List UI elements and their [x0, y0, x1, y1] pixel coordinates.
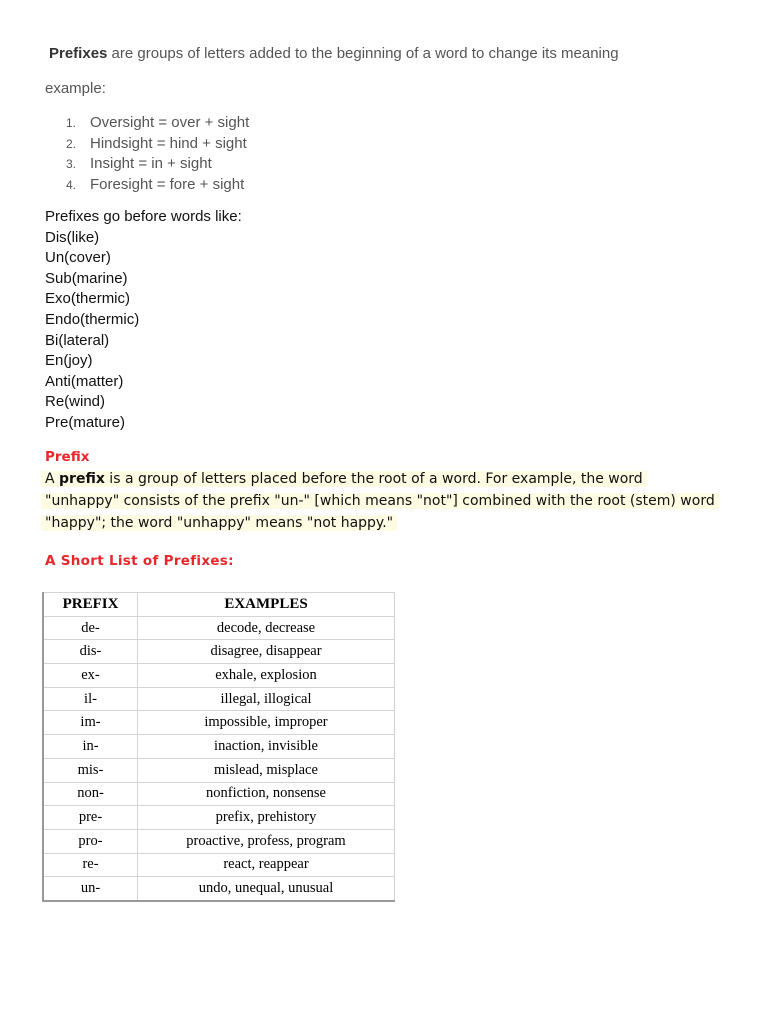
prefix-cell: pre- — [43, 806, 138, 830]
word-item: Exo(thermic) — [45, 290, 131, 308]
definition-text: is a group of letters placed before the root of a word. For example, the word — [104, 471, 643, 487]
table-row — [43, 877, 395, 901]
word-item: Sub(marine) — [45, 269, 128, 287]
list-item-text: Insight = in + sight — [90, 155, 212, 173]
prefix-cell: il- — [43, 687, 138, 711]
list-number: 1. — [66, 116, 77, 130]
table-row — [43, 735, 395, 759]
words-list-block — [45, 207, 242, 434]
intro-text: are groups of letters added to the beginning of a word to change its meaning — [107, 45, 619, 62]
table-header-row — [43, 593, 395, 617]
prefix-cell: ex- — [43, 664, 138, 688]
intro-bold-term: Prefixes — [49, 45, 108, 62]
prefix-cell: non- — [43, 782, 138, 806]
table-row — [43, 687, 395, 711]
table-row — [43, 853, 395, 877]
word-item: Anti(matter) — [45, 372, 124, 390]
definition-line-2: "unhappy" consists of the prefix "un-" [which means "not"] combined with the root (stem) word — [41, 493, 719, 509]
prefix-definition — [41, 468, 721, 534]
prefix-cell: re- — [43, 853, 138, 877]
examples-cell: inaction, invisible — [138, 735, 395, 759]
word-item: En(joy) — [45, 352, 93, 370]
column-header-prefix: PREFIX — [43, 593, 138, 617]
definition-line-3: "happy"; the word "unhappy" means "not happy." — [41, 515, 397, 531]
word-item: Re(wind) — [45, 393, 106, 411]
list-item — [66, 113, 249, 134]
examples-cell: prefix, prehistory — [138, 806, 395, 830]
prefix-cell: pro- — [43, 829, 138, 853]
table-row — [43, 758, 395, 782]
example-label: example: — [45, 80, 106, 97]
definition-text: A — [45, 471, 60, 487]
examples-cell: nonfiction, nonsense — [138, 782, 395, 806]
table-row — [43, 782, 395, 806]
definition-bold-term: prefix — [59, 471, 105, 487]
examples-cell: react, reappear — [138, 853, 395, 877]
list-item — [66, 134, 249, 155]
list-item-text: Foresight = fore + sight — [90, 175, 245, 193]
list-number: 2. — [66, 136, 77, 151]
prefix-cell: im- — [43, 711, 138, 735]
table-row — [43, 640, 395, 664]
list-item — [66, 175, 249, 196]
definition-line-1 — [41, 471, 647, 487]
table-row — [43, 806, 395, 830]
column-header-examples: EXAMPLES — [138, 593, 395, 617]
prefix-cell: de- — [43, 616, 138, 640]
list-item — [66, 154, 249, 175]
prefix-cell: un- — [43, 877, 138, 901]
table-row — [43, 664, 395, 688]
table-row — [43, 829, 395, 853]
words-list-title: Prefixes go before words like: — [45, 208, 242, 225]
word-item: Pre(mature) — [45, 413, 126, 431]
prefix-table — [42, 592, 395, 902]
table-row — [43, 711, 395, 735]
word-item: Bi(lateral) — [45, 331, 110, 349]
word-item: Un(cover) — [45, 249, 111, 267]
example-list — [66, 113, 249, 195]
examples-cell: decode, decrease — [138, 616, 395, 640]
word-item: Dis(like) — [45, 228, 100, 246]
list-item-text: Hindsight = hind + sight — [90, 134, 247, 152]
list-item-text: Oversight = over + sight — [90, 114, 250, 131]
examples-cell: mislead, misplace — [138, 758, 395, 782]
intro-sentence — [49, 45, 619, 62]
prefix-cell: mis- — [43, 758, 138, 782]
examples-cell: illegal, illogical — [138, 687, 395, 711]
list-number: 3. — [66, 157, 77, 172]
list-number: 4. — [66, 177, 77, 192]
word-item: Endo(thermic) — [45, 310, 140, 328]
prefix-heading: Prefix — [45, 449, 90, 465]
prefix-cell: dis- — [43, 640, 138, 664]
examples-cell: disagree, disappear — [138, 640, 395, 664]
examples-cell: undo, unequal, unusual — [138, 877, 395, 901]
prefix-cell: in- — [43, 735, 138, 759]
short-list-heading: A Short List of Prefixes: — [45, 553, 234, 569]
examples-cell: exhale, explosion — [138, 664, 395, 688]
examples-cell: proactive, profess, program — [138, 829, 395, 853]
examples-cell: impossible, improper — [138, 711, 395, 735]
table-row — [43, 616, 395, 640]
